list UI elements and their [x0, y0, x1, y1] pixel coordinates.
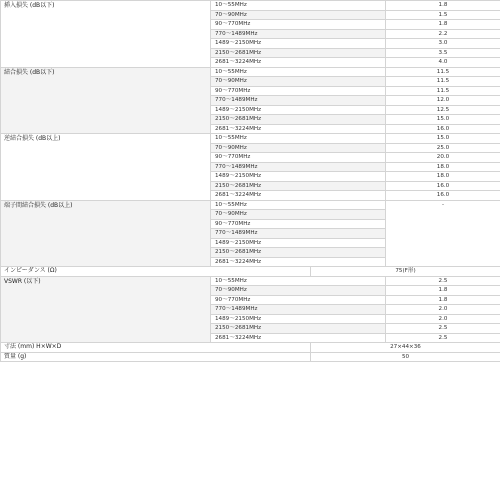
coupling_loss-value: 11.5: [386, 77, 500, 87]
terminal_isolation-freq: 2681～3224MHz: [211, 257, 386, 267]
isolation_loss-value: 25.0: [386, 143, 500, 153]
isolation_loss-freq: 2150～2681MHz: [211, 181, 386, 191]
terminal_isolation-freq: 70～90MHz: [211, 210, 386, 220]
terminal_isolation-freq: 2150～2681MHz: [211, 248, 386, 258]
coupling_loss-label: 結合損失 (dB以下): [1, 67, 211, 134]
insertion_loss-value: 1.8: [386, 20, 500, 30]
terminal_isolation-label: 端子間結合損失 (dB以上): [1, 200, 211, 267]
isolation_loss-row: [1, 134, 500, 144]
coupling_loss-freq: 70～90MHz: [211, 77, 386, 87]
vswr-label: VSWR (以下): [1, 276, 211, 343]
vswr-value: 2.0: [386, 305, 500, 315]
isolation_loss-freq: 2681～3224MHz: [211, 191, 386, 201]
insertion_loss-freq: 10～55MHz: [211, 1, 386, 11]
dimensions-label: 寸法 (mm) H×W×D: [1, 343, 311, 353]
insertion_loss-freq: 70～90MHz: [211, 10, 386, 20]
isolation_loss-freq: 90～770MHz: [211, 153, 386, 163]
isolation_loss-freq: 70～90MHz: [211, 143, 386, 153]
spec-table-body: [1, 1, 500, 362]
isolation_loss-value: 16.0: [386, 191, 500, 201]
vswr-value: 2.0: [386, 314, 500, 324]
coupling_loss-value: 12.0: [386, 96, 500, 106]
insertion_loss-freq: 770～1489MHz: [211, 29, 386, 39]
isolation_loss-value: 20.0: [386, 153, 500, 163]
terminal_isolation-row: [1, 200, 500, 210]
insertion_loss-value: 1.8: [386, 1, 500, 11]
terminal_isolation-freq: 770～1489MHz: [211, 229, 386, 239]
isolation_loss-value: 16.0: [386, 181, 500, 191]
isolation_loss-label: 逆結合損失 (dB以上): [1, 134, 211, 201]
impedance-label: インピーダンス (Ω): [1, 267, 311, 277]
vswr-freq: 2150～2681MHz: [211, 324, 386, 334]
coupling_loss-freq: 2150～2681MHz: [211, 115, 386, 125]
vswr-value: 1.8: [386, 295, 500, 305]
isolation_loss-value: 15.0: [386, 134, 500, 144]
insertion_loss-value: 4.0: [386, 58, 500, 68]
vswr-freq: 2681～3224MHz: [211, 333, 386, 343]
coupling_loss-freq: 2681～3224MHz: [211, 124, 386, 134]
impedance-row: [1, 267, 500, 277]
dimensions-value: 27×44×36: [311, 343, 500, 353]
coupling_loss-value: 12.5: [386, 105, 500, 115]
terminal_isolation-value: -: [386, 200, 500, 267]
weight-row: [1, 352, 500, 362]
insertion_loss-value: 2.2: [386, 29, 500, 39]
weight-label: 質量 (g): [1, 352, 311, 362]
insertion_loss-freq: 1489～2150MHz: [211, 39, 386, 49]
isolation_loss-freq: 770～1489MHz: [211, 162, 386, 172]
coupling_loss-freq: 10～55MHz: [211, 67, 386, 77]
impedance-value: 75(F形): [311, 267, 500, 277]
vswr-freq: 10～55MHz: [211, 276, 386, 286]
coupling_loss-value: 11.5: [386, 86, 500, 96]
isolation_loss-value: 18.0: [386, 162, 500, 172]
coupling_loss-row: [1, 67, 500, 77]
terminal_isolation-freq: 1489～2150MHz: [211, 238, 386, 248]
isolation_loss-value: 18.0: [386, 172, 500, 182]
dimensions-row: [1, 343, 500, 353]
coupling_loss-freq: 1489～2150MHz: [211, 105, 386, 115]
coupling_loss-freq: 770～1489MHz: [211, 96, 386, 106]
coupling_loss-value: 15.0: [386, 115, 500, 125]
vswr-value: 1.8: [386, 286, 500, 296]
insertion_loss-row: [1, 1, 500, 11]
vswr-freq: 70～90MHz: [211, 286, 386, 296]
coupling_loss-value: 16.0: [386, 124, 500, 134]
isolation_loss-freq: 10～55MHz: [211, 134, 386, 144]
insertion_loss-label: 挿入損失 (dB以下): [1, 1, 211, 68]
coupling_loss-freq: 90～770MHz: [211, 86, 386, 96]
weight-value: 50: [311, 352, 500, 362]
vswr-row: [1, 276, 500, 286]
insertion_loss-value: 1.5: [386, 10, 500, 20]
vswr-value: 2.5: [386, 333, 500, 343]
insertion_loss-freq: 2681～3224MHz: [211, 58, 386, 68]
coupling_loss-value: 11.5: [386, 67, 500, 77]
insertion_loss-value: 3.5: [386, 48, 500, 58]
insertion_loss-freq: 90～770MHz: [211, 20, 386, 30]
insertion_loss-value: 3.0: [386, 39, 500, 49]
vswr-freq: 770～1489MHz: [211, 305, 386, 315]
vswr-freq: 1489～2150MHz: [211, 314, 386, 324]
terminal_isolation-freq: 10～55MHz: [211, 200, 386, 210]
vswr-value: 2.5: [386, 324, 500, 334]
vswr-freq: 90～770MHz: [211, 295, 386, 305]
terminal_isolation-freq: 90～770MHz: [211, 219, 386, 229]
isolation_loss-freq: 1489～2150MHz: [211, 172, 386, 182]
vswr-value: 2.5: [386, 276, 500, 286]
insertion_loss-freq: 2150～2681MHz: [211, 48, 386, 58]
